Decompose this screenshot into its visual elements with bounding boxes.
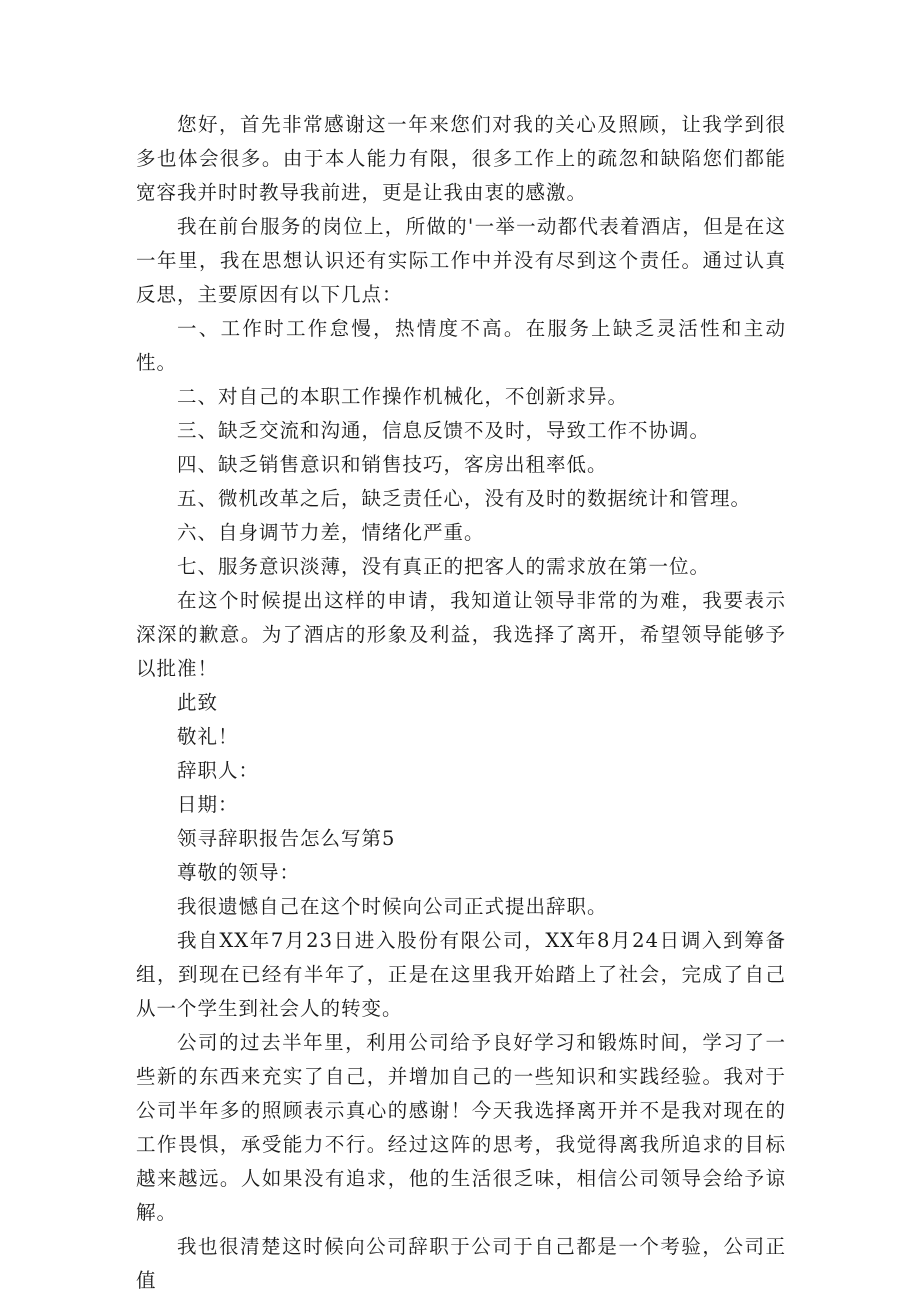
- salutation: 尊敬的领导：: [177, 861, 301, 884]
- section-heading: 领寻辞职报告怎么写第5: [177, 827, 396, 850]
- paragraph-reason-6: 六、自身调节力差，情绪化严重。: [177, 521, 485, 544]
- signature-date: 日期：: [177, 793, 239, 816]
- closing-ci-zhi: 此致: [177, 691, 219, 714]
- closing-jing-li: 敬礼！: [177, 725, 239, 748]
- paragraph-reason-5: 五、微机改革之后，缺乏责任心，没有及时的数据统计和管理。: [177, 487, 752, 510]
- paragraph-apology: 在这个时候提出这样的申请，我知道让领导非常的为难，我要表示深深的歉意。为了酒店的形象及利益，我选择了离开，希望领导能够予以批准！: [136, 589, 786, 680]
- paragraph-position-reflection: 我在前台服务的岗位上，所做的'一举一动都代表着酒店，但是在这一年里，我在思想认识还有实际工作中并没有尽到这个责任。通过认真反思，主要原因有以下几点：: [136, 215, 786, 306]
- paragraph-regret: 我很遗憾自己在这个时候向公司正式提出辞职。: [177, 895, 608, 918]
- paragraph-gratitude: 公司的过去半年里，利用公司给予良好学习和锻炼时间，学习了一些新的东西来充实了自己，并增加自己的一些知识和实践经验。我对于公司半年多的照顾表示真心的感谢！今天我选择离开并不是我对现在的工作畏惧，承受能力不行。经过这阵的思考，我觉得离我所追求的目标越来越远。人如果没有追求，他的生活很乏味，相信公司领导会给予谅解。: [136, 1031, 786, 1224]
- paragraph-reason-3: 三、缺乏交流和沟通，信息反馈不及时，导致工作不协调。: [177, 419, 711, 442]
- paragraph-reason-7: 七、服务意识淡薄，没有真正的把客人的需求放在第一位。: [177, 555, 711, 578]
- paragraph-reason-2: 二、对自己的本职工作操作机械化，不创新求异。: [177, 385, 629, 408]
- signature-resigner: 辞职人：: [177, 759, 260, 782]
- paragraph-history: 我自XX年7月23日进入股份有限公司，XX年8月24日调入到筹备组，到现在已经有半年了，正是在这里我开始踏上了社会，完成了自己从一个学生到社会人的转变。: [136, 929, 786, 1020]
- document-page: [136, 108, 786, 1298]
- paragraph-reason-4: 四、缺乏销售意识和销售技巧，客房出租率低。: [177, 453, 608, 476]
- paragraph-closing-partial: 我也很清楚这时候向公司辞职于公司于自己都是一个考验，公司正值: [136, 1235, 786, 1292]
- paragraph-reason-1: 一、工作时工作怠慢，热情度不高。在服务上缺乏灵活性和主动性。: [136, 317, 786, 374]
- paragraph-greeting: 您好，首先非常感谢这一年来您们对我的关心及照顾，让我学到很多也体会很多。由于本人能力有限，很多工作上的疏忽和缺陷您们都能宽容我并时时教导我前进，更是让我由衷的感激。: [136, 113, 786, 204]
